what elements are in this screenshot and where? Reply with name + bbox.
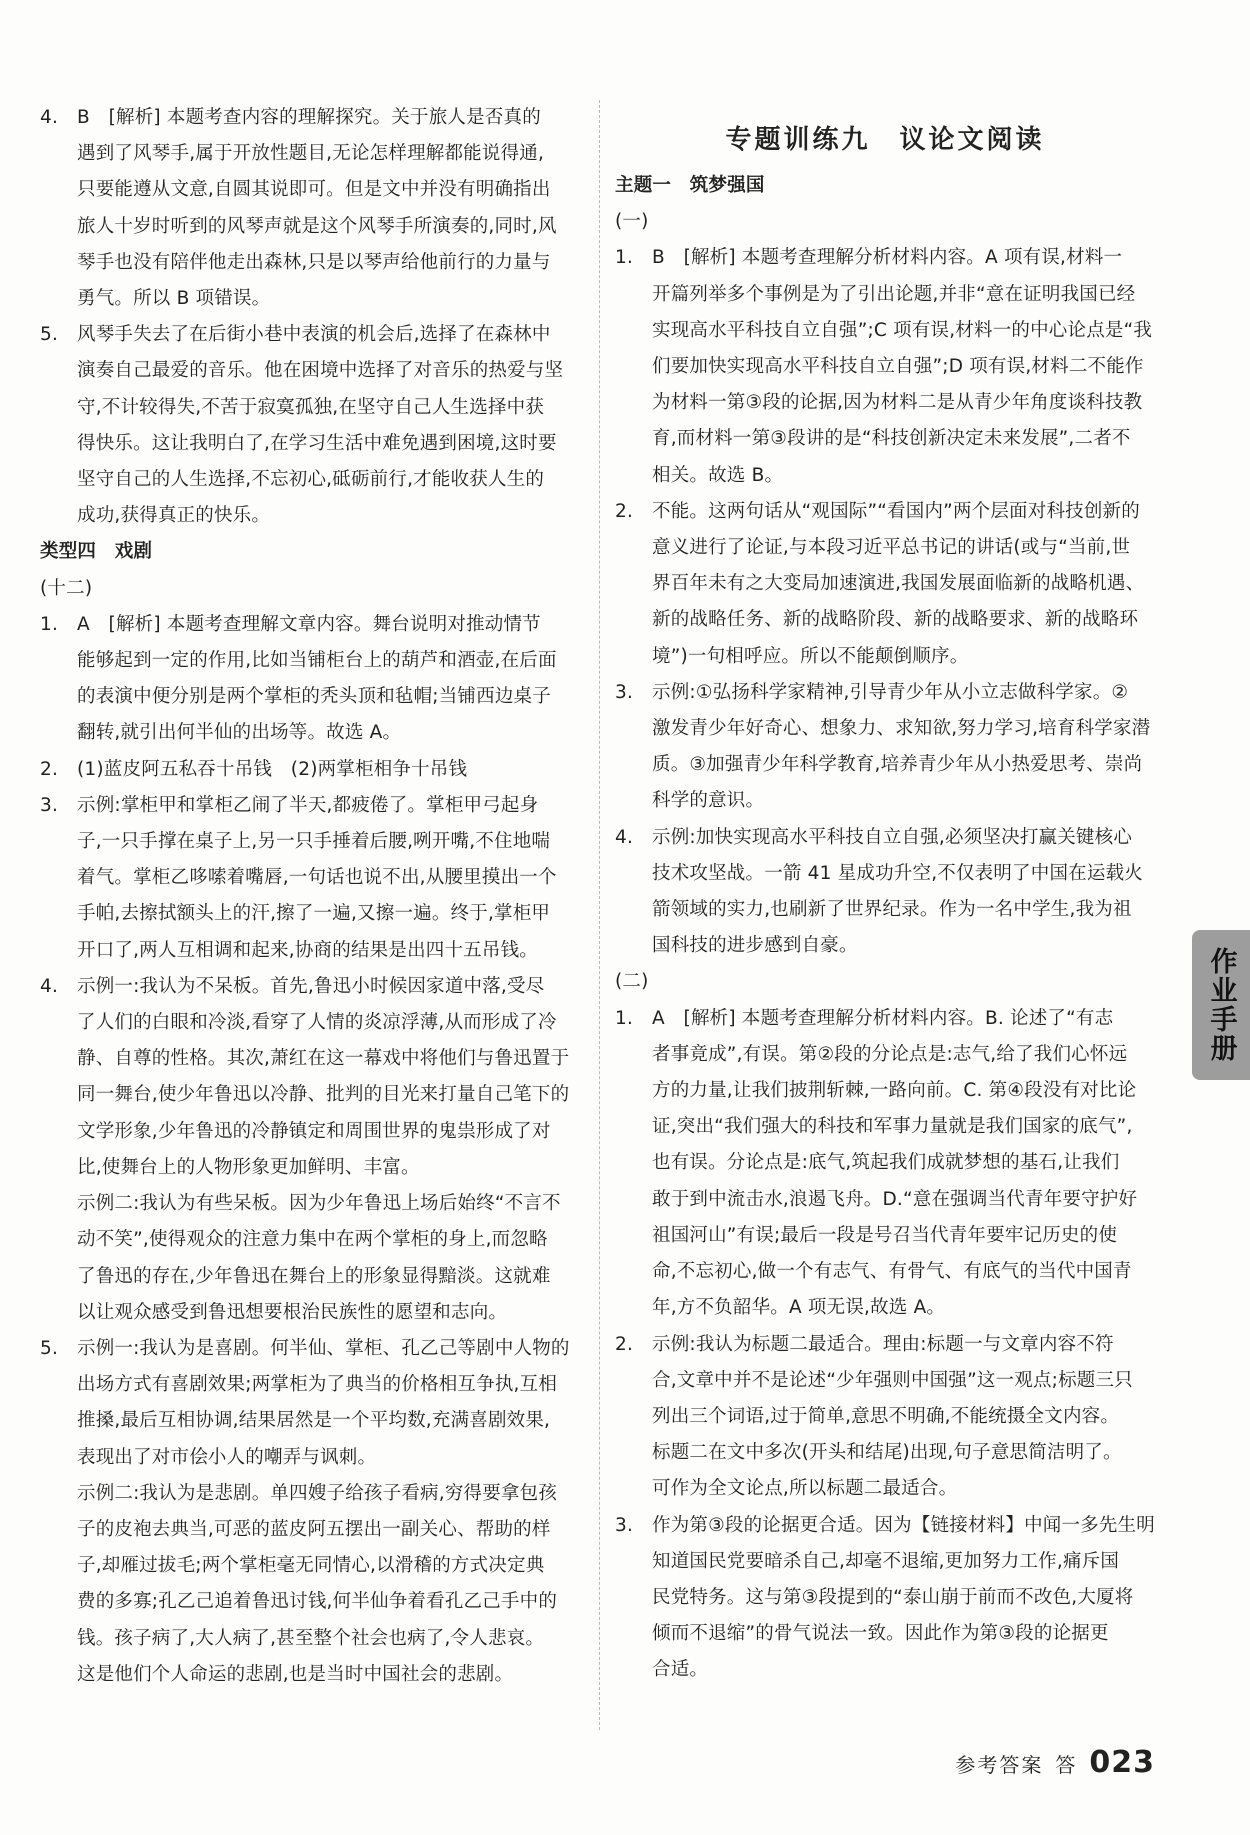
- text-line: 费的多寡;孔乙己追着鲁迅讨钱,何半仙争着看孔乙己手中的: [77, 1591, 558, 1613]
- text-line: 子,一只手撑在桌子上,另一只手捶着后腰,咧开嘴,不住地喘: [77, 831, 551, 853]
- item-number: 5.: [40, 324, 59, 346]
- item-number: 1.: [615, 1007, 634, 1029]
- item-text: 不能。这两句话从“观国际”“看国内”两个层面对科技创新的: [652, 500, 1140, 522]
- text-line: 可作为全文论点,所以标题二最适合。: [652, 1478, 958, 1500]
- text-line: 育,而材料一第③段讲的是“科技创新决定未来发展”,二者不: [652, 428, 1131, 450]
- column-divider: [599, 100, 600, 1730]
- item-text: 示例一:我认为是喜剧。何半仙、掌柜、孔乙己等剧中人物的: [77, 1337, 570, 1359]
- text-line: 界百年未有之大变局加速演进,我国发展面临新的战略机遇、: [652, 573, 1145, 595]
- answer-item: [615, 675, 1155, 711]
- text-line: 文学形象,少年鲁迅的冷静镇定和周围世界的鬼祟形成了对: [77, 1120, 551, 1142]
- text-line: 命,不忘初心,做一个有志气、有骨气、有底气的当代中国青: [652, 1261, 1132, 1283]
- text-line: 证,突出“我们强大的科技和军事力量就是我们国家的底气”,: [652, 1116, 1133, 1138]
- item-number: 1.: [40, 613, 59, 635]
- text-line: 国科技的进步感到自豪。: [652, 935, 858, 957]
- text-line: 手帕,去擦拭额头上的汗,擦了一遍,又擦一遍。终于,掌柜甲: [77, 903, 551, 925]
- text-line: 质。③加强青少年科学教育,培养青少年从小热爱思考、崇尚: [652, 754, 1143, 776]
- text-line: 示例二:我认为有些呆板。因为少年鲁迅上场后始终“不言不: [77, 1193, 561, 1215]
- text-line: 只要能遵从文意,自圆其说即可。但是文中并没有明确指出: [77, 179, 551, 201]
- text-line: 这是他们个人命运的悲剧,也是当时中国社会的悲剧。: [77, 1663, 514, 1685]
- text-line: 动不笑”,使得观众的注意力集中在两个掌柜的身上,而忽略: [77, 1229, 548, 1251]
- item-number: 2.: [40, 758, 59, 780]
- text-line: 倾而不退缩”的骨气说法一致。因此作为第③段的论据更: [652, 1623, 1109, 1645]
- part-label: (一): [615, 211, 649, 233]
- text-line: 遇到了风琴手,属于开放性题目,无论怎样理解都能说得通,: [77, 143, 545, 165]
- text-line: 激发青少年好奇心、想象力、求知欲,努力学习,培育科学家潜: [652, 718, 1151, 740]
- text-line: 敢于到中流击水,浪遏飞舟。D.“意在强调当代青年要守护好: [652, 1188, 1138, 1210]
- text-line: 出场方式有喜剧效果;两掌柜为了典当的价格相互争执,互相: [77, 1374, 558, 1396]
- text-line: 得快乐。这让我明白了,在学习生活中难免遇到困境,这时要: [77, 432, 557, 454]
- answer-item: [615, 1508, 1155, 1544]
- answer-item: [615, 820, 1155, 856]
- text-line: 箭领域的实力,也刷新了世界纪录。作为一名中学生,我为祖: [652, 899, 1132, 921]
- text-line: 琴手也没有陪伴他走出森林,只是以琴声给他前行的力量与: [77, 251, 551, 273]
- section-heading: 类型四 戏剧: [40, 541, 153, 563]
- text-line: 同一舞台,使少年鲁迅以冷静、批判的目光来打量自己笔下的: [77, 1084, 570, 1106]
- item-text: 示例:加快实现高水平科技自立自强,必须坚决打赢关键核心: [652, 826, 1133, 848]
- answer-item: [40, 1331, 585, 1367]
- item-text: A [解析] 本题考查理解分析材料内容。B. 论述了“有志: [652, 1007, 1114, 1029]
- text-line: 演奏自己最爱的音乐。他在困境中选择了对音乐的热爱与坚: [77, 360, 564, 382]
- footer-prefix: 答: [1055, 1753, 1078, 1777]
- text-line: 成功,获得真正的快乐。: [77, 505, 271, 527]
- answer-item: [40, 788, 585, 824]
- answer-item: [40, 100, 585, 136]
- text-line: 相关。故选 B。: [652, 464, 784, 486]
- text-line: 合,文章中并不是论述“少年强则中国强”这一观点;标题三只: [652, 1369, 1133, 1391]
- text-line: 着气。掌柜乙哆嗦着嘴唇,一句话也说不出,从腰里摸出一个: [77, 867, 557, 889]
- left-column: [40, 100, 585, 1693]
- page-number: 023: [1089, 1745, 1155, 1780]
- text-line: 合适。: [652, 1659, 709, 1681]
- item-text: 作为第③段的论据更合适。因为【链接材料】中闻一多先生明: [652, 1514, 1155, 1536]
- text-line: 勇气。所以 B 项错误。: [77, 288, 271, 310]
- answer-item: [615, 1327, 1155, 1363]
- text-line: 们要加快实现高水平科技自立自强”;D 项有误,材料二不能作: [652, 356, 1144, 378]
- side-tab-label: 作业手册: [1205, 947, 1237, 1063]
- item-number: 5.: [40, 1337, 59, 1359]
- item-number: 2.: [615, 500, 634, 522]
- page-footer: [955, 1745, 1155, 1780]
- footer-label: 参考答案: [955, 1753, 1044, 1777]
- item-text: B [解析] 本题考查理解分析材料内容。A 项有误,材料一: [652, 247, 1123, 269]
- text-line: 开篇列举多个事例是为了引出论题,并非“意在证明我国已经: [652, 283, 1136, 305]
- text-line: 科学的意识。: [652, 790, 765, 812]
- answer-item: [40, 969, 585, 1005]
- item-text: 风琴手失去了在后街小巷中表演的机会后,选择了在森林中: [77, 324, 551, 346]
- item-number: 4.: [40, 975, 59, 997]
- item-text: B [解析] 本题考查内容的理解探究。关于旅人是否真的: [77, 107, 541, 128]
- text-line: 知道国民党要暗杀自己,却毫不退缩,更加努力工作,痛斥国: [652, 1550, 1120, 1572]
- text-line: 标题二在文中多次(开头和结尾)出现,句子意思简洁明了。: [652, 1442, 1122, 1464]
- text-line: 意义进行了论证,与本段习近平总书记的讲话(或与“当前,世: [652, 537, 1131, 559]
- text-line: 坚守自己的人生选择,不忘初心,砥砺前行,才能收获人生的: [77, 469, 545, 491]
- answer-item: [615, 240, 1155, 276]
- text-line: 能够起到一定的作用,比如当铺柜台上的葫芦和酒壶,在后面: [77, 650, 557, 672]
- text-line: 比,使舞台上的人物形象更加鲜明、丰富。: [77, 1156, 420, 1178]
- text-line: 为材料一第③段的论据,因为材料二是从青少年角度谈科技教: [652, 392, 1143, 414]
- item-text: 示例:掌柜甲和掌柜乙闹了半天,都疲倦了。掌柜甲弓起身: [77, 794, 539, 816]
- text-line: 开口了,两人互相调和起来,协商的结果是出四十五吊钱。: [77, 939, 538, 961]
- text-line: 推搡,最后互相协调,结果居然是一个平均数,充满喜剧效果,: [77, 1410, 551, 1432]
- item-text: A [解析] 本题考查理解文章内容。舞台说明对推动情节: [77, 613, 541, 635]
- item-text: 示例:我认为标题二最适合。理由:标题一与文章内容不符: [652, 1333, 1114, 1355]
- text-line: 实现高水平科技自立自强”;C 项有误,材料一的中心论点是“我: [652, 319, 1153, 341]
- text-line: 境”)一句相呼应。所以不能颠倒顺序。: [652, 645, 969, 667]
- right-column-body: [615, 168, 1155, 1689]
- text-line: 表现出了对市侩小人的嘲弄与讽刺。: [77, 1446, 377, 1468]
- text-line: 列出三个词语,过于简单,意思不明确,不能统摄全文内容。: [652, 1405, 1120, 1427]
- section-title: 专题训练九 议论文阅读: [725, 125, 1045, 155]
- side-tab: [1192, 930, 1250, 1080]
- text-line: 年,方不负韶华。A 项无误,故选 A。: [652, 1297, 946, 1319]
- text-line: 方的力量,让我们披荆斩棘,一路向前。C. 第④段没有对比论: [652, 1080, 1137, 1102]
- answer-item: [615, 494, 1155, 530]
- item-number: 4.: [40, 107, 59, 128]
- text-line: 了人们的白眼和冷淡,看穿了人情的炎凉浮薄,从而形成了冷: [77, 1012, 557, 1034]
- text-line: 钱。孩子病了,大人病了,甚至整个社会也病了,令人悲哀。: [77, 1627, 545, 1649]
- item-number: 3.: [615, 1514, 634, 1536]
- answer-item: [40, 752, 585, 788]
- text-line: 也有误。分论点是:底气,筑起我们成就梦想的基石,让我们: [652, 1152, 1120, 1174]
- text-line: 翻转,就引出何半仙的出场等。故选 A。: [77, 722, 402, 744]
- text-line: 了鲁迅的存在,少年鲁迅在舞台上的形象显得黯淡。这就难: [77, 1265, 551, 1287]
- part-label: (十二): [40, 577, 93, 599]
- item-number: 4.: [615, 826, 634, 848]
- text-line: 子的皮袍去典当,可恶的蓝皮阿五摆出一副关心、帮助的样: [77, 1518, 551, 1540]
- text-line: 以让观众感受到鲁迅想要根治民族性的愿望和志向。: [77, 1301, 508, 1323]
- right-column: [615, 100, 1155, 1689]
- text-line: 子,却雁过拔毛;两个掌柜毫无同情心,以滑稽的方式决定典: [77, 1555, 545, 1577]
- answer-item: [40, 317, 585, 353]
- item-number: 3.: [615, 681, 634, 703]
- item-number: 2.: [615, 1333, 634, 1355]
- item-text: (1)蓝皮阿五私吞十吊钱 (2)两掌柜相争十吊钱: [77, 758, 468, 780]
- item-text: 示例:①弘扬科学家精神,引导青少年从小立志做科学家。②: [652, 681, 1129, 703]
- item-text: 示例一:我认为不呆板。首先,鲁迅小时候因家道中落,受尽: [77, 975, 545, 997]
- text-line: 新的战略任务、新的战略阶段、新的战略要求、新的战略环: [652, 609, 1139, 631]
- item-number: 3.: [40, 794, 59, 816]
- text-line: 技术攻坚战。一箭 41 星成功升空,不仅表明了中国在运载火: [652, 862, 1143, 884]
- text-line: 的表演中便分别是两个掌柜的秃头顶和毡帽;当铺西边桌子: [77, 686, 551, 708]
- part-label: (二): [615, 971, 649, 993]
- answer-item: [615, 1001, 1155, 1037]
- text-line: 静、自尊的性格。其次,萧红在这一幕戏中将他们与鲁迅置于: [77, 1048, 570, 1070]
- text-line: 民党特务。这与第③段提到的“泰山崩于前而不改色,大厦将: [652, 1586, 1134, 1608]
- item-number: 1.: [615, 247, 634, 269]
- section-heading: 主题一 筑梦强国: [615, 175, 765, 196]
- text-line: 祖国河山”有误;最后一段是号召当代青年要牢记历史的使: [652, 1224, 1118, 1246]
- text-line: 示例二:我认为是悲剧。单四嫂子给孩子看病,穷得要拿包孩: [77, 1482, 558, 1504]
- text-line: 旅人十岁时听到的风琴声就是这个风琴手所演奏的,同时,风: [77, 215, 557, 237]
- text-line: 守,不计较得失,不苦于寂寞孤独,在坚守自己人生选择中获: [77, 396, 545, 418]
- text-line: 者事竟成”,有误。第②段的分论点是:志气,给了我们心怀远: [652, 1043, 1128, 1065]
- answer-item: [40, 607, 585, 643]
